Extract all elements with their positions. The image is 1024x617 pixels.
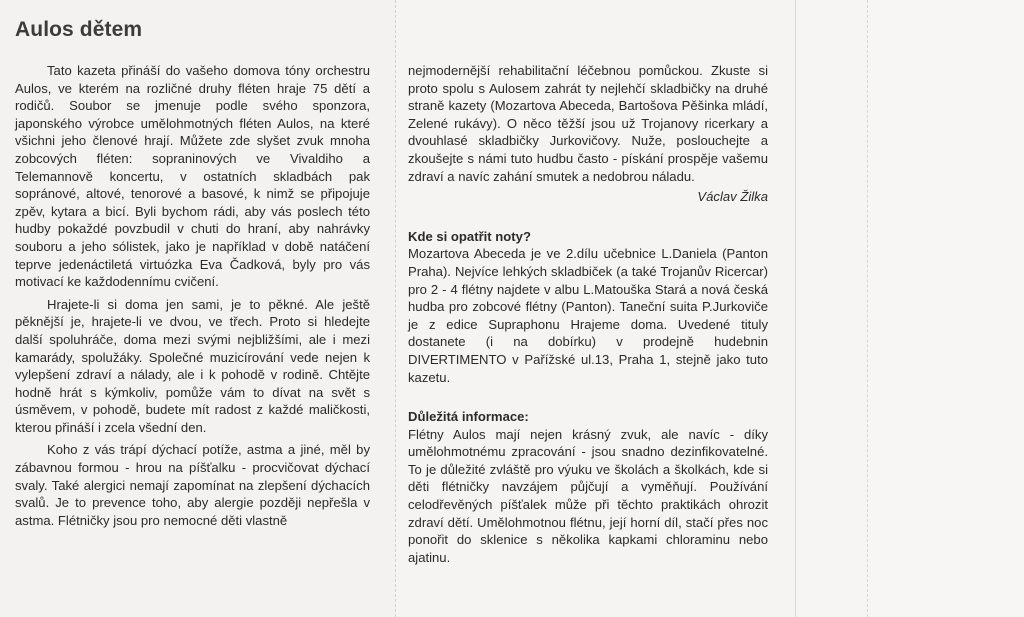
panel-flap [867, 0, 1024, 617]
fold-line [395, 0, 396, 617]
page-title: Aulos dětem [15, 18, 143, 41]
left-column [15, 62, 370, 534]
paragraph: nejmodernější rehabilitační léčebnou pomůckou. Zkuste si proto spolu s Aulosem zahrát ty nejlehčí skladbičky na druhé straně kazety (Mozartova Abeceda, Bartošova Pěšinka mládí, Zelené rukávy). O něco těžší jsou už Trojanovy ricerkary a dvouhlasé skladbičky Jurkovičovy. Nuže, poslouchejte a zkoušejte s námi tuto hudbu často - pískání prospěje vašemu zdraví a navíc zahání smutek a nedobrou náladu. [408, 63, 768, 184]
paragraph: Flétny Aulos mají nejen krásný zvuk, ale navíc - díky umělohmotnému zpracování - jsou snadno dezinfikovatelné. To je důležité zvláště pro výuku ve školách a školkách, kde si děti flétničky navzájem půjčují a vyměňují. Používání celodřevěných píšťalek může při těchto praktikách ohrozit zdraví dětí. Umělohmotnou flétnu, její horní díl, stačí přes noc ponořit do sklenice s několika kapkami chloraminu nebo ajatinu. [408, 426, 768, 565]
paragraph: Koho z vás trápí dýchací potíže, astma a jiné, měl by zábavnou formou - hrou na píšťalku - procvičovat dýchací svaly. Také alergici nemají zapomínat na zlepšení dýchacích svalů. Je to prevence toho, aby alergie později nepřešla v astma. Flétničky jsou pro nemocné děti vlastně [15, 442, 370, 528]
paragraph: Tato kazeta přináší do vašeho domova tóny orchestru Aulos, ve kterém na rozličné druhy fléten hraje 75 dětí a rodičů. Soubor se jmenuje podle svého sponzora, japonského výrobce umělohmotných fléten Aulos, na které všichni jeho členové hrají. Můžete zde slyšet zvuk mnoha zobcových fléten: sopraninových ve Vivaldiho a Telemannově koncertu, v ostatních skladbách pak sopránové, altové, tenorové a basové, k nimž se připojuje zpěv, kytara a bicí. Byli bychom rádi, aby vás poslech této hudby pokaždé povzbudil v chuti do hraní, aby nahrávky souboru a jeho sólistek, jako je například v době natáčení teprve jedenáctiletá virtuózka Eva Čadková, byly pro vás motivací ke každodennímu cvičení. [15, 63, 370, 290]
section-heading-notes: Kde si opatřit noty? [408, 228, 531, 244]
author-signature: Václav Žilka [697, 189, 768, 205]
section-heading-info: Důležitá informace: [408, 409, 529, 425]
right-column [408, 62, 768, 566]
paragraph: Mozartova Abeceda je ve 2.dílu učebnice L.Daniela (Panton Praha). Nejvíce lehkých skladbiček (a také Trojanův Ricercar) pro 2 - 4 flétny najdete v albu L.Matouška Stará a nová česká hudba pro zobcové flétny (Panton). Taneční suita P.Jurkoviče je z edice Supraphonu Hrajeme doma. Uvedené tituly dostanete (i na dobírku) v prodejně hudebnin DIVERTIMENTO v Pařížské ul.13, Praha 1, stejně jako tuto kazetu. [408, 246, 768, 385]
fold-line [795, 0, 796, 617]
fold-line [867, 0, 868, 617]
paragraph: Hrajete-li si doma jen sami, je to pěkné. Ale ještě pěknější je, hrajete-li ve dvou, ve třech. Proto si hledejte další spoluhráče, doma mezi svými nejbližšími, ale i mezi kamarády, spolužáky. Společné muzicírování vede nejen k vylepšení zdraví a nálady, ale i k pohodě v rodině. Chtějte hodně hrát s kýmkoliv, pomůže vám to dívat na svět s úsměvem, v pohodě, budete mít radost z každé maličkosti, kterou přináší i zcela všední den. [15, 296, 370, 435]
panel-spine [795, 0, 867, 617]
